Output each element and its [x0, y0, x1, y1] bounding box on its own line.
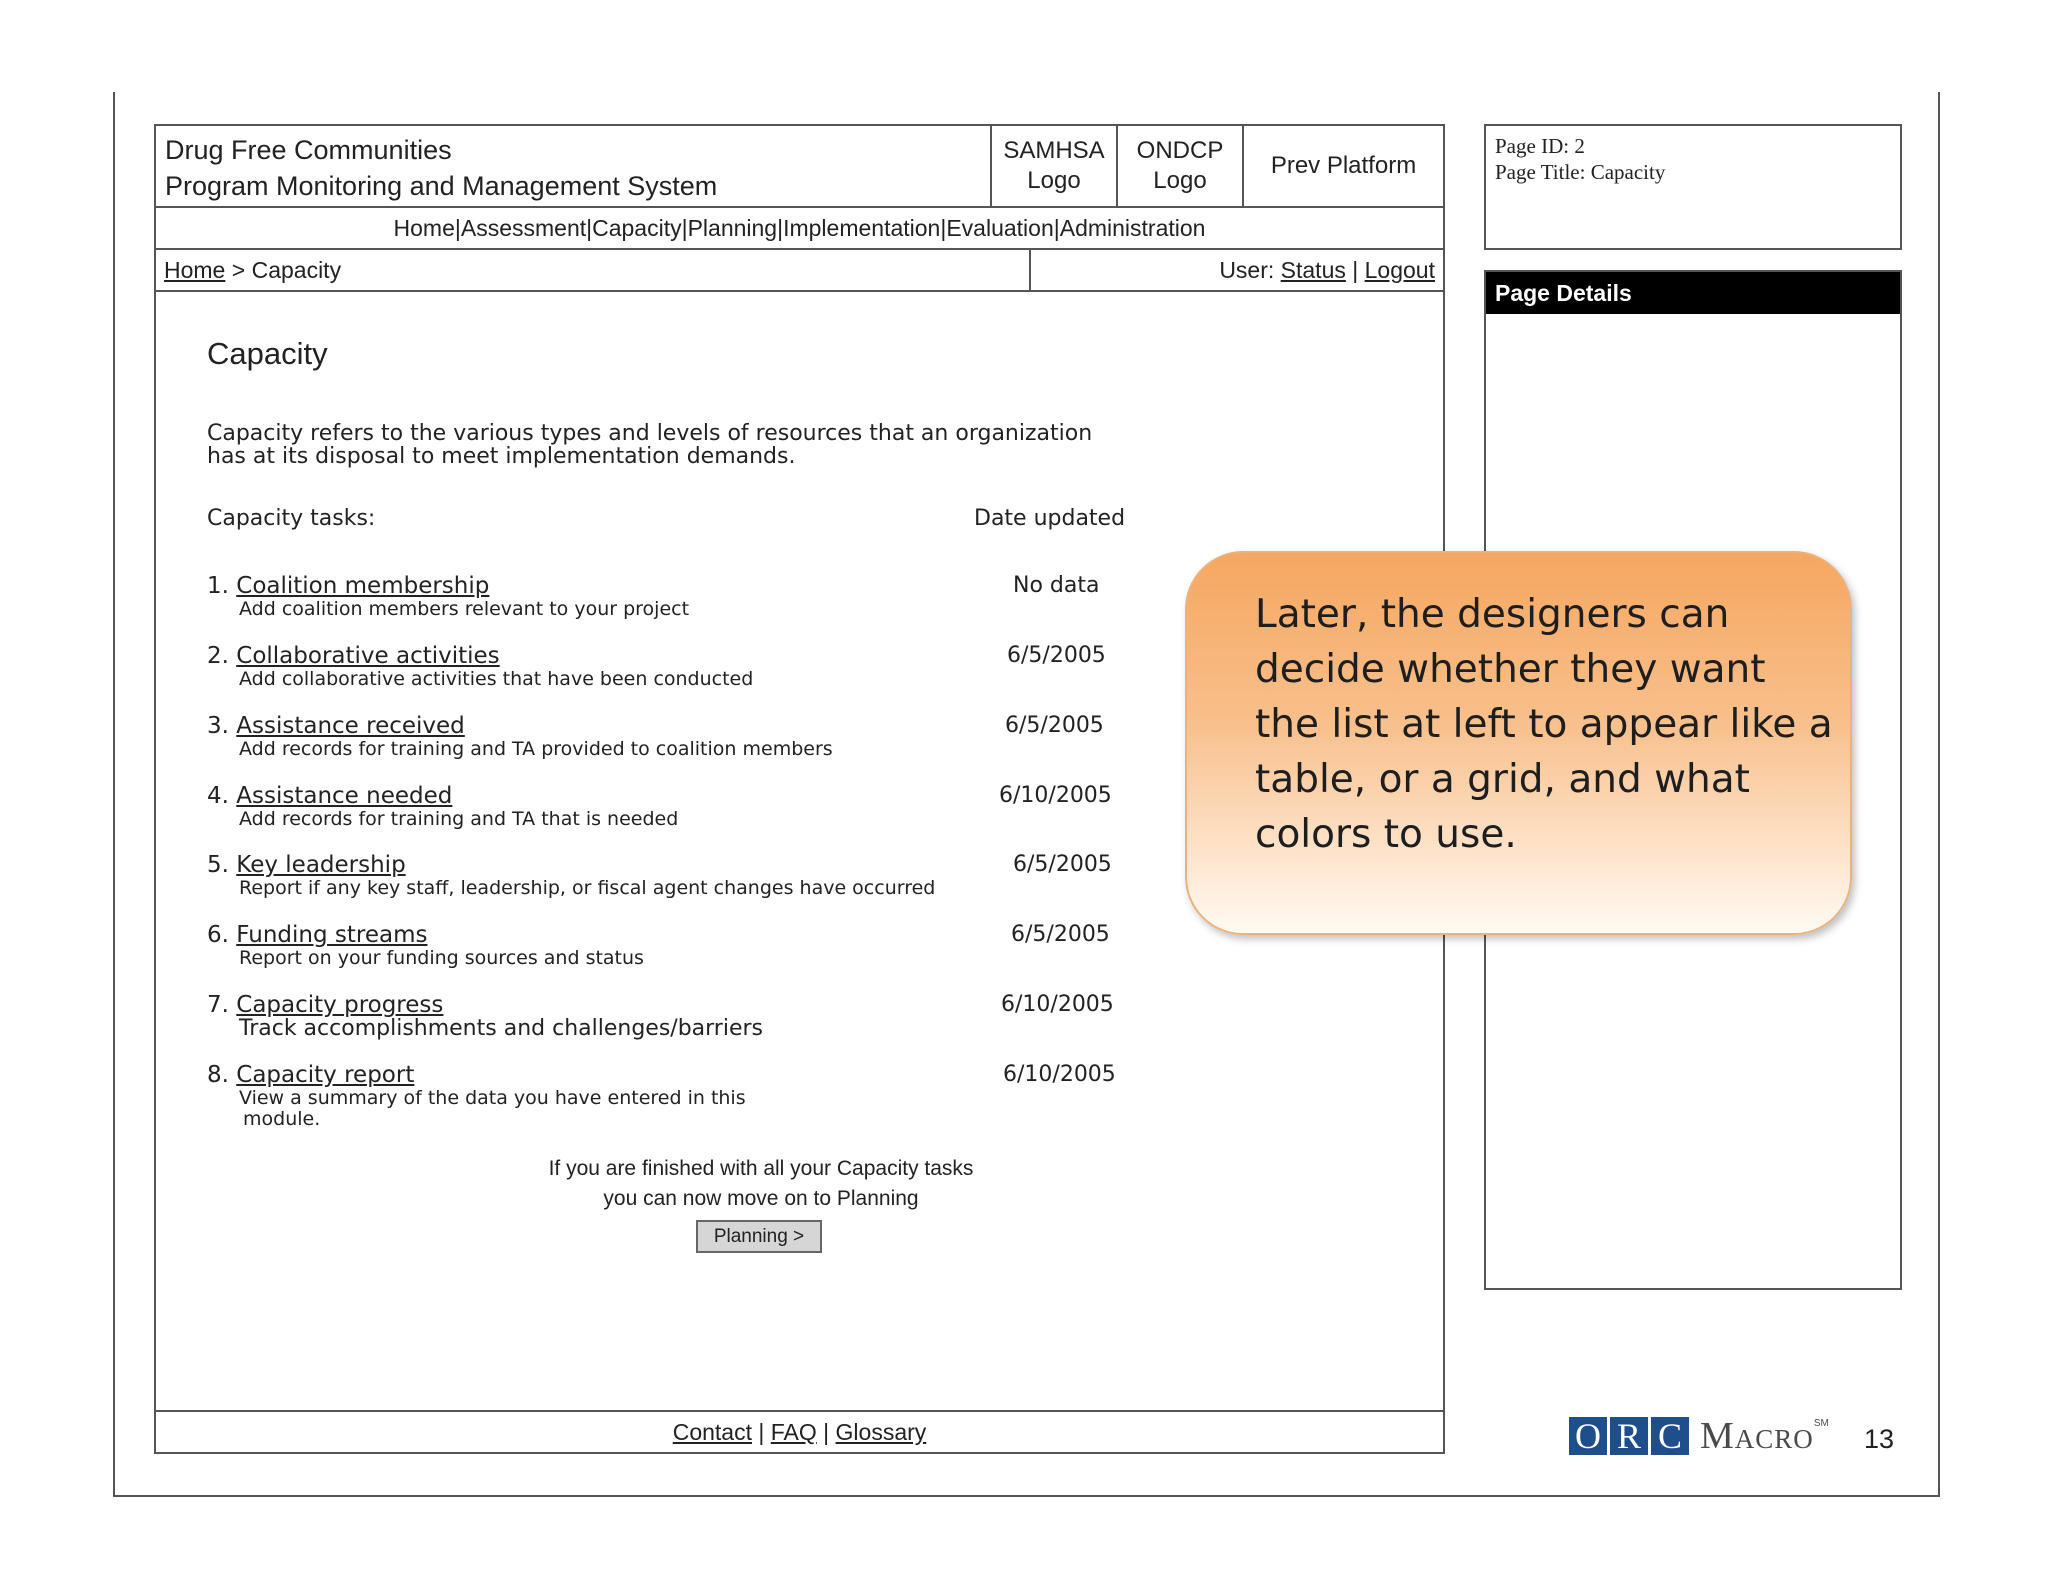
user-label: User:	[1219, 256, 1281, 283]
logo-macro-text: Macro	[1700, 1415, 1814, 1457]
finish-line2: you can now move on to Planning	[603, 1187, 919, 1210]
footer-separator: |	[816, 1418, 836, 1445]
task-item	[207, 992, 763, 1039]
task-description: Add records for training and TA that is needed	[239, 808, 679, 830]
nav-item-assessment[interactable]: Assessment	[460, 214, 587, 241]
task-description: Track accomplishments and challenges/barriers	[239, 1016, 763, 1041]
prev-platform-link[interactable]	[1242, 126, 1443, 206]
task-description: Add records for training and TA provided to coalition members	[239, 738, 833, 760]
task-number: 3.	[207, 713, 237, 739]
task-number: 5.	[207, 852, 237, 878]
logo-letter: O	[1569, 1417, 1607, 1455]
glossary-link[interactable]: Glossary	[835, 1418, 927, 1445]
task-item	[207, 922, 644, 969]
nav-separator: |	[1053, 214, 1060, 241]
ondcp-logo-placeholder	[1116, 126, 1242, 206]
app-header	[156, 126, 1443, 208]
page-id-box	[1484, 124, 1902, 250]
nav-item-capacity[interactable]: Capacity	[592, 214, 682, 241]
user-menu	[1219, 250, 1435, 290]
task-number: 7.	[207, 992, 237, 1018]
task-item	[207, 643, 753, 690]
nav-separator: |	[777, 214, 784, 241]
task-description: Add coalition members relevant to your project	[239, 598, 690, 620]
callout-text: Later, the designers can decide whether they want the list at left to appear like a table, or a grid, and what colors to use.	[1255, 592, 1833, 857]
nav-item-administration[interactable]: Administration	[1059, 214, 1206, 241]
app-footer	[156, 1410, 1443, 1452]
system-title-line2: Program Monitoring and Management System	[165, 171, 718, 201]
main-nav	[156, 208, 1443, 250]
task-date: 6/5/2005	[1007, 643, 1106, 668]
nav-item-evaluation[interactable]: Evaluation	[946, 214, 1054, 241]
task-description: View a summary of the data you have entered in this	[239, 1087, 746, 1109]
user-separator: |	[1345, 256, 1365, 283]
logout-link[interactable]: Logout	[1364, 256, 1435, 283]
task-description: Report on your funding sources and status	[239, 947, 644, 969]
task-link-assistance-needed[interactable]: Assistance needed	[236, 783, 453, 809]
page-title: Capacity	[207, 336, 328, 371]
page-id: Page ID: 2	[1495, 134, 1585, 158]
nav-item-home[interactable]: Home	[393, 214, 455, 241]
finish-message	[156, 1154, 1366, 1214]
task-description: Report if any key staff, leadership, or fiscal agent changes have occurred	[239, 877, 936, 899]
task-link-coalition-membership[interactable]: Coalition membership	[236, 573, 490, 599]
logo-letter: C	[1651, 1417, 1689, 1455]
annotation-callout	[1185, 551, 1852, 935]
page-number: 13	[1864, 1424, 1895, 1454]
prev-platform-label: Prev Platform	[1270, 152, 1417, 179]
task-number: 8.	[207, 1062, 237, 1088]
intro-line2: has at its disposal to meet implementation demands.	[207, 444, 796, 469]
nav-item-planning[interactable]: Planning	[687, 214, 778, 241]
breadcrumb-divider	[1029, 250, 1031, 290]
task-date: 6/10/2005	[999, 783, 1112, 808]
task-item	[207, 783, 678, 830]
breadcrumb-bar	[156, 250, 1443, 292]
task-link-collaborative-activities[interactable]: Collaborative activities	[236, 643, 500, 669]
task-item	[207, 713, 833, 760]
task-item	[207, 1062, 746, 1130]
faq-link[interactable]: FAQ	[770, 1418, 817, 1445]
task-date: 6/5/2005	[1011, 922, 1110, 947]
date-updated-label: Date updated	[974, 506, 1126, 531]
task-date: No data	[1013, 573, 1100, 598]
samhsa-logo-placeholder	[990, 126, 1116, 206]
task-date: 6/5/2005	[1013, 852, 1112, 877]
breadcrumb-current: Capacity	[251, 256, 342, 283]
page-details-header: Page Details	[1486, 272, 1900, 314]
tasks-label: Capacity tasks:	[207, 506, 376, 531]
task-item	[207, 573, 689, 620]
task-date: 6/5/2005	[1005, 713, 1104, 738]
task-link-assistance-received[interactable]: Assistance received	[236, 713, 465, 739]
task-number: 1.	[207, 573, 237, 599]
task-date: 6/10/2005	[1003, 1062, 1116, 1087]
task-date: 6/10/2005	[1001, 992, 1114, 1017]
task-number: 2.	[207, 643, 237, 669]
task-description-cont: module.	[243, 1108, 321, 1130]
task-link-funding-streams[interactable]: Funding streams	[236, 922, 428, 948]
samhsa-label: SAMHSA	[1003, 137, 1105, 164]
status-link[interactable]: Status	[1280, 256, 1346, 283]
breadcrumb-home-link[interactable]: Home	[164, 256, 226, 283]
nav-separator: |	[586, 214, 593, 241]
intro-line1: Capacity refers to the various types and levels of resources that an organization	[207, 421, 1093, 446]
nav-item-implementation[interactable]: Implementation	[783, 214, 941, 241]
task-number: 6.	[207, 922, 237, 948]
nav-separator: |	[454, 214, 461, 241]
footer-separator: |	[751, 1418, 771, 1445]
system-title-line1: Drug Free Communities	[165, 135, 452, 165]
breadcrumb-separator: >	[225, 256, 252, 283]
nav-separator: |	[681, 214, 688, 241]
task-link-key-leadership[interactable]: Key leadership	[236, 852, 406, 878]
task-description: Add collaborative activities that have been conducted	[239, 668, 754, 690]
task-item	[207, 852, 935, 899]
page-title-meta: Page Title: Capacity	[1495, 160, 1666, 184]
nav-separator: |	[940, 214, 947, 241]
task-link-capacity-progress[interactable]: Capacity progress	[236, 992, 444, 1018]
ondcp-logo-label: Logo	[1153, 167, 1207, 194]
contact-link[interactable]: Contact	[672, 1418, 752, 1445]
intro-text	[207, 422, 1187, 468]
finish-line1: If you are finished with all your Capacity tasks	[548, 1157, 974, 1180]
orc-macro-logo	[1569, 1414, 1829, 1458]
task-link-capacity-report[interactable]: Capacity report	[236, 1062, 415, 1088]
task-number: 4.	[207, 783, 237, 809]
logo-letter: R	[1610, 1417, 1648, 1455]
samhsa-logo-label: Logo	[1027, 167, 1081, 194]
logo-tm: SM	[1813, 1418, 1829, 1429]
ondcp-label: ONDCP	[1136, 137, 1224, 164]
breadcrumb	[164, 250, 341, 290]
system-title	[165, 132, 717, 204]
planning-button[interactable]: Planning >	[696, 1220, 822, 1253]
